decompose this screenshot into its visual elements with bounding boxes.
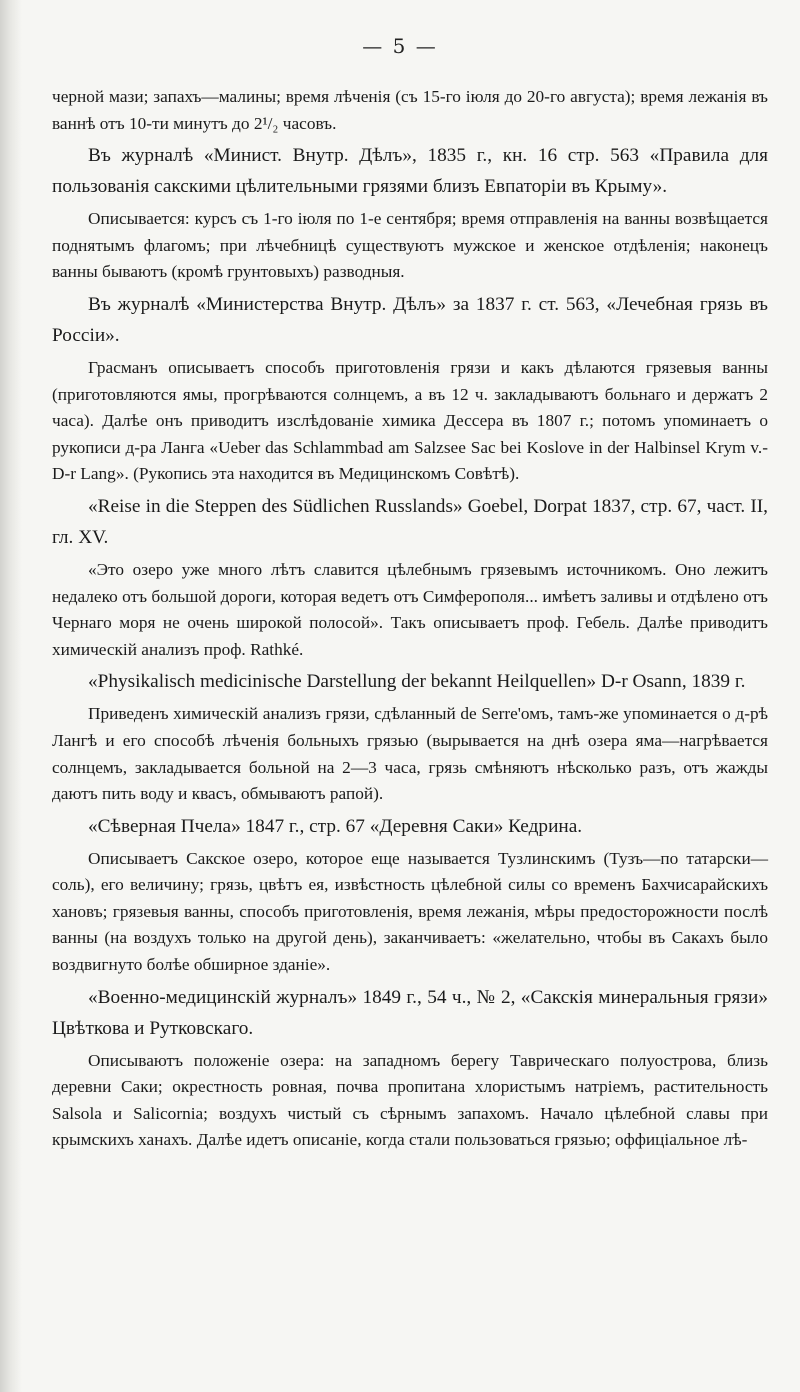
paragraph-summary: Описываетъ Сакское озеро, которое еще называется Тузлинскимъ (Тузъ—по татарски—соль), его величину; грязь, цвѣтъ ея, извѣстность цѣлебной силы со временъ Бахчисарайскихъ хановъ; грязевыя ванны, способъ приготовленія, время лежанія, мѣры предосторожности послѣ ванны (на воздухъ только на другой день), заканчиваетъ: «желательно, чтобы въ Сакахъ было воздвигнуто болѣе обширное зданіе».: [52, 848, 768, 975]
paragraph-source-citation: «Военно-медицинскій журналъ» 1849 г., 54 ч., № 2, «Сакскія минеральныя грязи» Цвѣткова и Рутковскаго.: [52, 986, 768, 1039]
paragraph-summary: Описывается: курсъ съ 1-го іюля по 1-е сентября; время отправленія на ванны возвѣщается поднятымъ флагомъ; при лѣчебницѣ существуютъ мужское и женское отдѣленія; наконецъ ванны бываютъ (кромѣ грунтовыхъ) разводныя.: [52, 209, 768, 282]
paragraph-source-citation: Въ журналѣ «Министерства Внутр. Дѣлъ» за 1837 г. ст. 563, «Лечебная грязь въ Россіи».: [52, 293, 768, 346]
paragraph-source-citation: «Physikalisch medicinische Darstellung der bekannt Heilquellen» D-r Osann, 1839 г.: [88, 671, 746, 693]
page-number: — 5 —: [362, 34, 438, 58]
page-binding-shadow: [0, 0, 22, 1392]
paragraph-continuation: черной мази; запахъ—малины; время лѣченія (съ 15-го іюля до 20-го августа); время лежанія въ ваннѣ отъ 10-ти минутъ до 2¹/₂ часовъ.: [52, 87, 768, 133]
paragraph-source-citation: «Reise in die Steppen des Südlichen Russlands» Goebel, Dorpat 1837, стр. 67, част. II, гл. XV.: [52, 495, 768, 548]
paragraph-source-citation: «Сѣверная Пчела» 1847 г., стр. 67 «Деревня Саки» Кедрина.: [88, 815, 583, 837]
paragraph-summary: «Это озеро уже много лѣтъ славится цѣлебнымъ грязевымъ источникомъ. Оно лежитъ недалеко отъ большой дороги, которая ведетъ отъ Симферополя... имѣетъ заливы и отдѣлено отъ Чернаго моря не очень широкой полосой». Такъ описываетъ проф. Гебель. Далѣе приводитъ химическій анализъ проф. Rathké.: [52, 559, 768, 659]
paragraph-summary: Описываютъ положеніе озера: на западномъ берегу Таврическаго полуострова, близь деревни Саки; окрестность ровная, почва пропитана хлористымъ натріемъ, растительность Salsola и Salicornia; воздухъ чистый съ сѣрнымъ запахомъ. Начало цѣлебной славы при крымскихъ ханахъ. Далѣе идетъ описаніе, когда стали пользоваться грязью; оффиціальное лѣ-: [52, 1050, 768, 1150]
body-text: [52, 84, 768, 1154]
paragraph-summary: Грасманъ описываетъ способъ приготовленія грязи и какъ дѣлаются грязевыя ванны (приготовляются ямы, прогрѣваются солнцемъ, а въ 12 ч. закладываютъ больнаго и держатъ 2 часа). Далѣе онъ приводитъ изслѣдованіе химика Дессера въ 1807 г.; потомъ упоминаетъ о рукописи д-ра Ланга «Ueber das Schlammbad am Salzsee Sac bei Koslove in der Halbinsel Krym v.-D-r Lang». (Рукопись эта находится въ Медицинскомъ Совѣтѣ).: [52, 357, 768, 484]
paragraph-summary: Приведенъ химическій анализъ грязи, сдѣланный de Serre'омъ, тамъ-же упоминается о д-рѣ Лангѣ и его способѣ лѣченія больныхъ грязью (вырывается на днѣ озера яма—нагрѣвается солнцемъ, закладывается больной на 2—3 часа, грязь смѣняютъ нѣсколько разъ, отъ жажды даютъ пить воду и квасъ, обмываютъ рапой).: [52, 704, 768, 804]
paragraph-source-citation: Въ журналѣ «Минист. Внутр. Дѣлъ», 1835 г., кн. 16 стр. 563 «Правила для пользованія сакскими цѣлительными грязями близъ Евпаторіи въ Крыму».: [52, 145, 768, 198]
